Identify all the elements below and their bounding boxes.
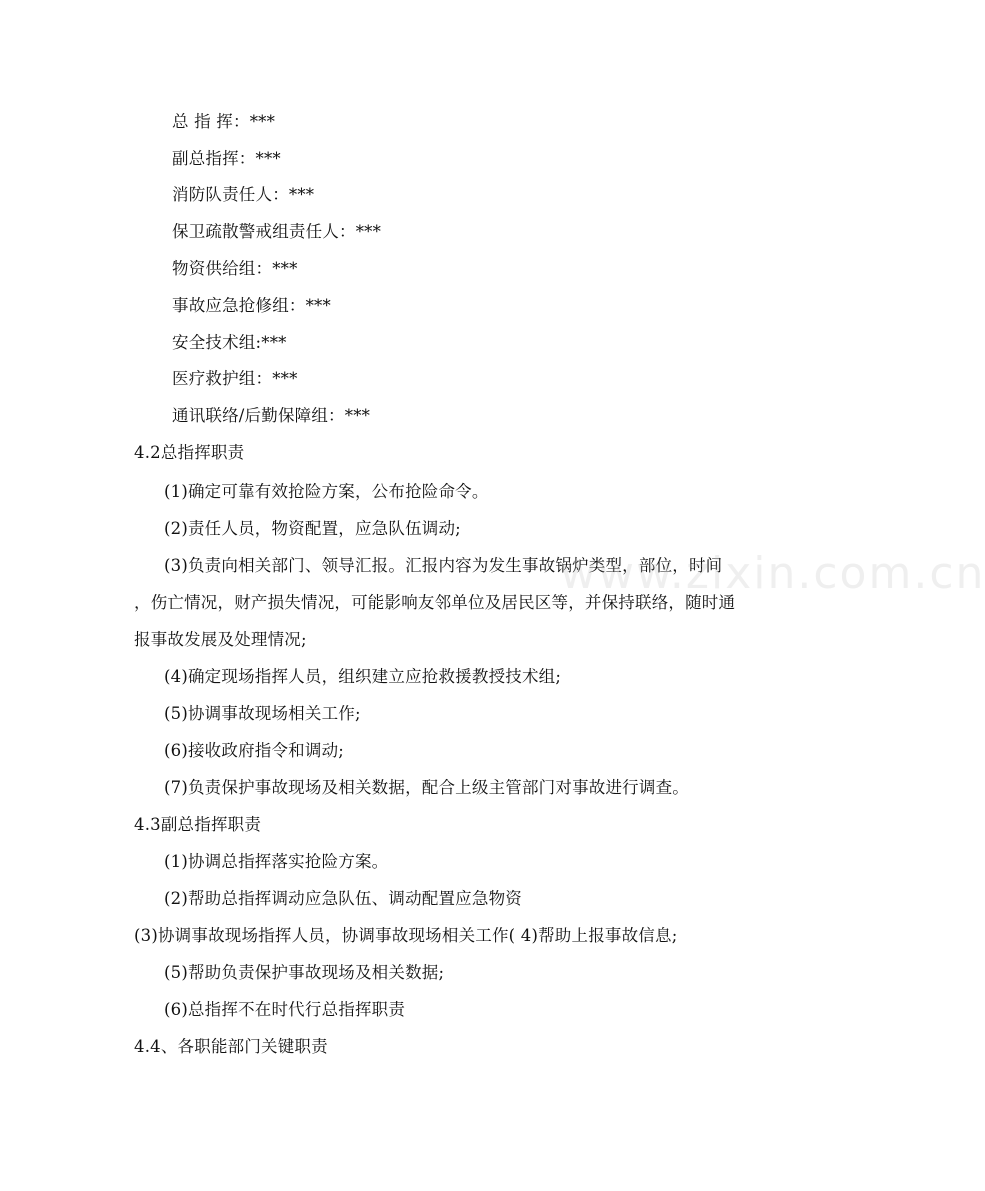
watermark: www.zixin.com.cn [560,548,985,599]
list-item: (5)协调事故现场相关工作; [164,704,361,723]
roster-line: 通讯联络/后勤保障组：*** [172,406,371,425]
list-item: (4)确定现场指挥人员，组织建立应抢救援教授技术组; [164,667,562,686]
roster-line: 医疗救护组：*** [172,369,298,388]
roster-line: 物资供给组：*** [172,259,298,278]
roster-line: 保卫疏散警戒组责任人：*** [172,222,382,241]
roster-line: 副总指挥：*** [172,149,281,168]
section-heading: 4.4、各职能部门关键职责 [134,1037,328,1056]
list-item: (2)责任人员，物资配置，应急队伍调动; [164,519,461,538]
list-item-continuation: ，伤亡情况，财产损失情况，可能影响友邻单位及居民区等，并保持联络，随时通 [134,593,736,612]
section-heading: 4.2总指挥职责 [134,443,245,462]
list-item: (7)负责保护事故现场及相关数据，配合上级主管部门对事故进行调查。 [164,778,689,797]
list-item: (2)帮助总指挥调动应急队伍、调动配置应急物资 [164,889,522,908]
list-item: (3)负责向相关部门、领导汇报。汇报内容为发生事故锅炉类型，部位，时间 [164,556,723,575]
list-item: (5)帮助负责保护事故现场及相关数据; [164,963,445,982]
roster-line: 消防队责任人：*** [172,185,315,204]
list-item: (1)协调总指挥落实抢险方案。 [164,852,389,871]
roster-line: 安全技术组:*** [172,333,287,352]
list-item-continuation: 报事故发展及处理情况; [134,630,307,649]
list-item: (6)总指挥不在时代行总指挥职责 [164,1000,406,1019]
roster-line: 总 指 挥：*** [172,112,276,131]
list-item: (1)确定可靠有效抢险方案，公布抢险命令。 [164,482,489,501]
list-item: (6)接收政府指令和调动; [164,741,345,760]
roster-line: 事故应急抢修组：*** [172,296,331,315]
section-heading: 4.3副总指挥职责 [134,815,262,834]
list-item: (3)协调事故现场指挥人员，协调事故现场相关工作( 4)帮助上报事故信息; [134,926,678,945]
